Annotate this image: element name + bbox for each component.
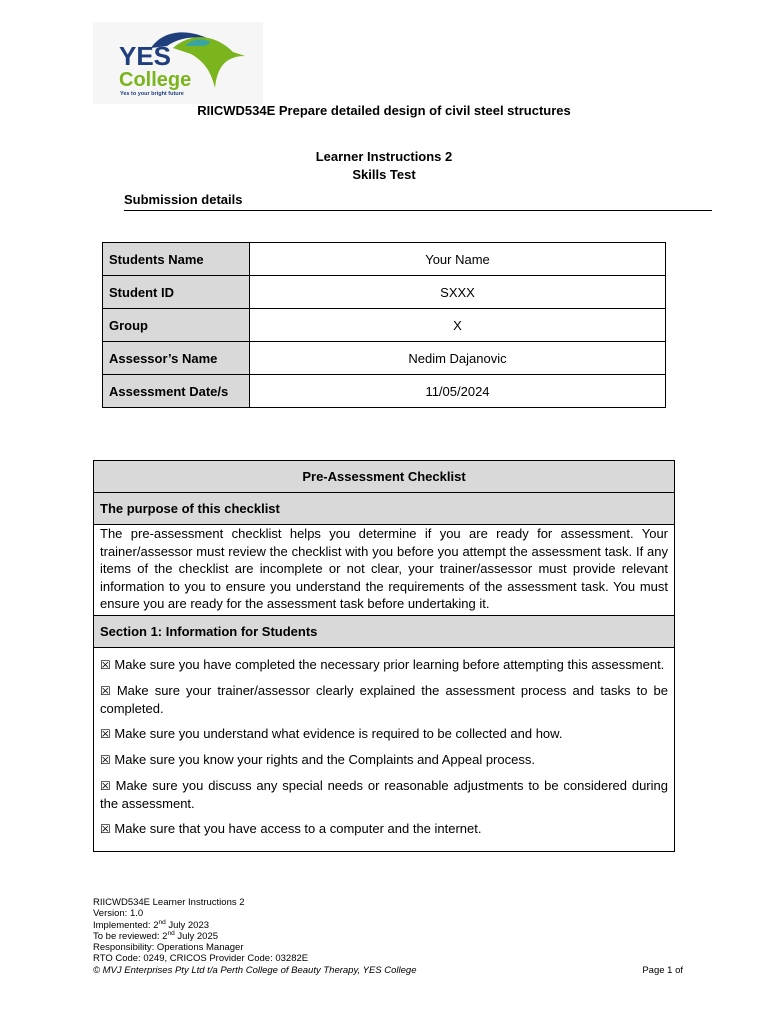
footer-rto-code: RTO Code: 0249, CRICOS Provider Code: 03282E (93, 953, 309, 965)
table-row (103, 276, 666, 309)
checked-box-icon[interactable]: ☒ (100, 778, 111, 793)
yes-college-logo (93, 22, 263, 104)
checked-box-icon[interactable]: ☒ (100, 726, 111, 741)
checked-box-icon[interactable]: ☒ (100, 657, 111, 672)
value-group: X (250, 309, 666, 342)
checked-box-icon[interactable]: ☒ (100, 821, 111, 836)
page-number: Page 1 of (642, 964, 683, 976)
document-type: Skills Test (352, 167, 416, 182)
label-student-id: Student ID (103, 276, 250, 309)
list-item (100, 751, 668, 769)
list-item (100, 777, 668, 812)
footer-doc-ref: RIICWD534E Learner Instructions 2 (93, 897, 245, 908)
label-students-name: Students Name (103, 243, 250, 276)
table-row (103, 309, 666, 342)
list-item-text: Make sure you understand what evidence is required to be collected and how. (114, 725, 563, 741)
list-item (100, 682, 668, 717)
footer-version: Version: 1.0 (93, 908, 144, 920)
page-footer (93, 897, 683, 976)
checked-box-icon[interactable]: ☒ (100, 752, 111, 767)
checklist-title: Pre-Assessment Checklist (94, 461, 674, 493)
value-assessors-name: Nedim Dajanovic (250, 342, 666, 375)
footer-copyright-line (93, 965, 683, 976)
checklist-items (94, 648, 674, 851)
table-row (103, 243, 666, 276)
purpose-text: The pre-assessment checklist helps you determine if you are ready for assessment. Your trainer/assessor must review the checklist with you before you attempt the assessment task. If any items of the checklist are incomplete or not clear, your trainer/assessor must provide relevant information to you to ensure you understand the requirements of the assessment task. You must ensure you are ready for the assessment task before undertaking it. (94, 525, 674, 616)
purpose-heading: The purpose of this checklist (94, 493, 674, 525)
logo-text-yes: YES (119, 41, 172, 71)
label-assessment-date: Assessment Date/s (103, 375, 250, 408)
submission-details-table (102, 242, 666, 408)
label-assessors-name: Assessor’s Name (103, 342, 250, 375)
footer-implemented: Implemented: 2nd July 2023 (93, 918, 210, 931)
value-assessment-date: 11/05/2024 (250, 375, 666, 408)
value-students-name: Your Name (250, 243, 666, 276)
list-item (100, 656, 668, 674)
logo-tagline: Yes to your bright future (120, 91, 184, 97)
table-row (103, 375, 666, 408)
list-item-text: Make sure you have completed the necessary prior learning before attempting this assessment. (114, 656, 665, 672)
unit-title: RIICWD534E Prepare detailed design of civil steel structures (197, 103, 571, 118)
list-item-text: Make sure you discuss any special needs or reasonable adjustments to be considered during the assessment. (100, 777, 668, 811)
section-1-heading: Section 1: Information for Students (94, 616, 674, 648)
table-row (103, 342, 666, 375)
checked-box-icon[interactable]: ☒ (100, 683, 111, 698)
footer-review-date: To be reviewed: 2nd July 2025 (93, 929, 219, 942)
list-item-text: Make sure you know your rights and the Complaints and Appeal process. (114, 751, 535, 767)
list-item (100, 820, 668, 838)
list-item-text: Make sure that you have access to a computer and the internet. (114, 820, 482, 836)
logo-text-college: College (119, 69, 192, 91)
list-item (100, 725, 668, 743)
pre-assessment-checklist (93, 460, 675, 852)
footer-copyright: © MVJ Enterprises Pty Ltd t/a Perth College of Beauty Therapy, YES College (93, 964, 417, 976)
label-group: Group (103, 309, 250, 342)
footer-responsibility: Responsibility: Operations Manager (93, 942, 244, 954)
submission-heading: Submission details (124, 192, 712, 211)
list-item-text: Make sure your trainer/assessor clearly explained the assessment process and tasks to be completed. (100, 682, 668, 716)
value-student-id: SXXX (250, 276, 666, 309)
document-name: Learner Instructions 2 (315, 149, 453, 164)
